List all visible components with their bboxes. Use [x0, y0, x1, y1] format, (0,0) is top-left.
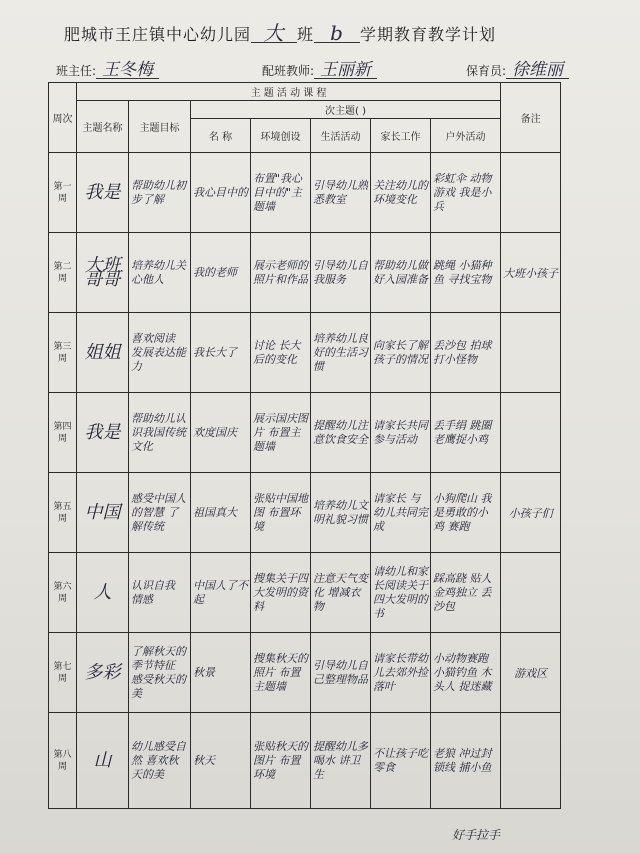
table-row — [49, 473, 561, 553]
theme-name-cell: 人 — [77, 553, 129, 633]
activity-name-cell: 我的老师 — [191, 233, 251, 313]
table-row — [49, 313, 561, 393]
outdoor-cell: 丢沙包 拍球 打小怪物 — [431, 313, 501, 393]
theme-goal-cell: 帮助幼儿初步了解 — [129, 153, 191, 233]
table-row — [49, 553, 561, 633]
outdoor-cell: 彩虹伞 动物游戏 我是小兵 — [431, 153, 501, 233]
life-cell: 培养幼儿良好的生活习惯 — [311, 313, 371, 393]
week-cell: 第七周 — [49, 633, 77, 713]
outdoor-cell: 小狗爬山 我是勇敢的小鸡 赛跑 — [431, 473, 501, 553]
page-title — [64, 22, 496, 45]
theme-name-cell: 大班 哥哥 — [77, 233, 129, 313]
sub-theme-header: 次主题( ) — [191, 101, 501, 119]
title-class-name: 大 — [251, 24, 297, 43]
theme-goal-cell: 培养幼儿关心他人 — [129, 233, 191, 313]
week-cell: 第二周 — [49, 233, 77, 313]
activity-name-cell: 我长大了 — [191, 313, 251, 393]
teacher-label: 班主任: — [56, 64, 97, 78]
theme-name-cell: 多彩 — [77, 633, 129, 713]
week-header: 周次 — [49, 83, 77, 153]
theme-goal-cell: 认识自我 情感 — [129, 553, 191, 633]
week-cell: 第四周 — [49, 393, 77, 473]
env-cell: 张贴中国地图 布置环境 — [251, 473, 311, 553]
env-cell: 布置"我心目中的"主题墙 — [251, 153, 311, 233]
plan-table — [48, 82, 561, 809]
family-cell: 帮助幼儿做好入园准备 — [371, 233, 431, 313]
env-cell: 张贴秋天的图片 布置环境 — [251, 713, 311, 809]
theme-name-cell: 山 — [77, 713, 129, 809]
family-cell: 不让孩子吃零食 — [371, 713, 431, 809]
note-cell: 大班小孩子 — [501, 233, 561, 313]
course-header: 主 题 活 动 课 程 — [77, 83, 501, 101]
note-cell — [501, 393, 561, 473]
title-middle: 班 — [297, 25, 315, 44]
note-cell — [501, 313, 561, 393]
life-cell: 引导幼儿自我服务 — [311, 233, 371, 313]
outdoor-header: 户外活动 — [431, 119, 501, 153]
week-cell: 第六周 — [49, 553, 77, 633]
week-cell: 第三周 — [49, 313, 77, 393]
week-cell: 第八周 — [49, 713, 77, 809]
activity-name-cell: 欢度国庆 — [191, 393, 251, 473]
family-cell: 请家长带幼儿去郊外捡落叶 — [371, 633, 431, 713]
family-header: 家长工作 — [371, 119, 431, 153]
caregiver-field — [466, 62, 569, 79]
family-cell: 请家长共同参与活动 — [371, 393, 431, 473]
table-row — [49, 233, 561, 313]
theme-goal-cell: 感受中国人的智慧 了解传统 — [129, 473, 191, 553]
life-cell: 引导幼儿熟悉教室 — [311, 153, 371, 233]
note-header: 备注 — [501, 83, 561, 153]
activity-name-cell: 祖国真大 — [191, 473, 251, 553]
theme-goal-cell: 幼儿感受自然 喜欢秋天的美 — [129, 713, 191, 809]
family-cell: 请家长 与幼儿共同完成 — [371, 473, 431, 553]
env-cell: 讨论 长大后的变化 — [251, 313, 311, 393]
note-cell: 小孩子们 — [501, 473, 561, 553]
table-row — [49, 393, 561, 473]
life-cell: 注意天气变化 增减衣物 — [311, 553, 371, 633]
note-cell — [501, 153, 561, 233]
theme-goal-header: 主题目标 — [129, 101, 191, 153]
theme-name-cell: 中国 — [77, 473, 129, 553]
theme-name-cell: 我是 — [77, 393, 129, 473]
note-cell — [501, 713, 561, 809]
theme-name-cell: 我是 — [77, 153, 129, 233]
theme-goal-cell: 帮助幼儿认识我国传统文化 — [129, 393, 191, 473]
outdoor-cell: 老狼 冲过封锁线 捕小鱼 — [431, 713, 501, 809]
outdoor-cell: 跳绳 小猫种鱼 寻找宝物 — [431, 233, 501, 313]
note-cell — [501, 553, 561, 633]
activity-name-cell: 秋天 — [191, 713, 251, 809]
teacher-field — [56, 62, 159, 79]
assistant-label: 配班教师: — [262, 64, 315, 78]
life-cell: 提醒幼儿多喝水 讲卫生 — [311, 713, 371, 809]
theme-goal-cell: 了解秋天的季节特征 感受秋天的美 — [129, 633, 191, 713]
table-row — [49, 633, 561, 713]
theme-name-header: 主题名称 — [77, 101, 129, 153]
caregiver-name: 徐维丽 — [506, 62, 569, 79]
title-prefix: 肥城市王庄镇中心幼儿园 — [64, 25, 252, 44]
activity-name-cell: 我心目中的 — [191, 153, 251, 233]
env-cell: 展示国庆图片 布置主题墙 — [251, 393, 311, 473]
life-cell: 培养幼儿文明礼貌习惯 — [311, 473, 371, 553]
family-cell: 向家长了解孩子的情况 — [371, 313, 431, 393]
name-header: 名 称 — [191, 119, 251, 153]
outdoor-cell: 丢手绢 跳圈 老鹰捉小鸡 — [431, 393, 501, 473]
activity-name-cell: 中国人了不起 — [191, 553, 251, 633]
life-cell: 引导幼儿自己整理物品 — [311, 633, 371, 713]
teacher-name: 王冬梅 — [96, 62, 159, 79]
week-cell: 第一周 — [49, 153, 77, 233]
table-row — [49, 713, 561, 809]
assistant-name: 王丽新 — [314, 62, 377, 79]
caregiver-label: 保育员: — [466, 64, 507, 78]
footer-note: 好手拉手 — [452, 828, 501, 842]
family-cell: 关注幼儿的环境变化 — [371, 153, 431, 233]
life-header: 生活活动 — [311, 119, 371, 153]
life-cell: 提醒幼儿注意饮食安全 — [311, 393, 371, 473]
env-cell: 展示老师的照片和作品 — [251, 233, 311, 313]
week-cell: 第五周 — [49, 473, 77, 553]
title-semester: b — [314, 24, 360, 43]
theme-goal-cell: 喜欢阅读 发展表达能力 — [129, 313, 191, 393]
outdoor-cell: 小动物赛跑 小猫钓鱼 木头人 捉迷藏 — [431, 633, 501, 713]
title-suffix: 学期教育教学计划 — [360, 25, 497, 44]
outdoor-cell: 踩高跷 贴人 金鸡独立 丢沙包 — [431, 553, 501, 633]
env-cell: 搜集关于四大发明的资料 — [251, 553, 311, 633]
env-cell: 搜集秋天的照片 布置主题墙 — [251, 633, 311, 713]
activity-name-cell: 秋景 — [191, 633, 251, 713]
theme-name-cell: 姐姐 — [77, 313, 129, 393]
env-header: 环境创设 — [251, 119, 311, 153]
table-row — [49, 153, 561, 233]
assistant-field — [262, 62, 377, 79]
family-cell: 请幼儿和家长阅读关于四大发明的书 — [371, 553, 431, 633]
note-cell: 游戏区 — [501, 633, 561, 713]
